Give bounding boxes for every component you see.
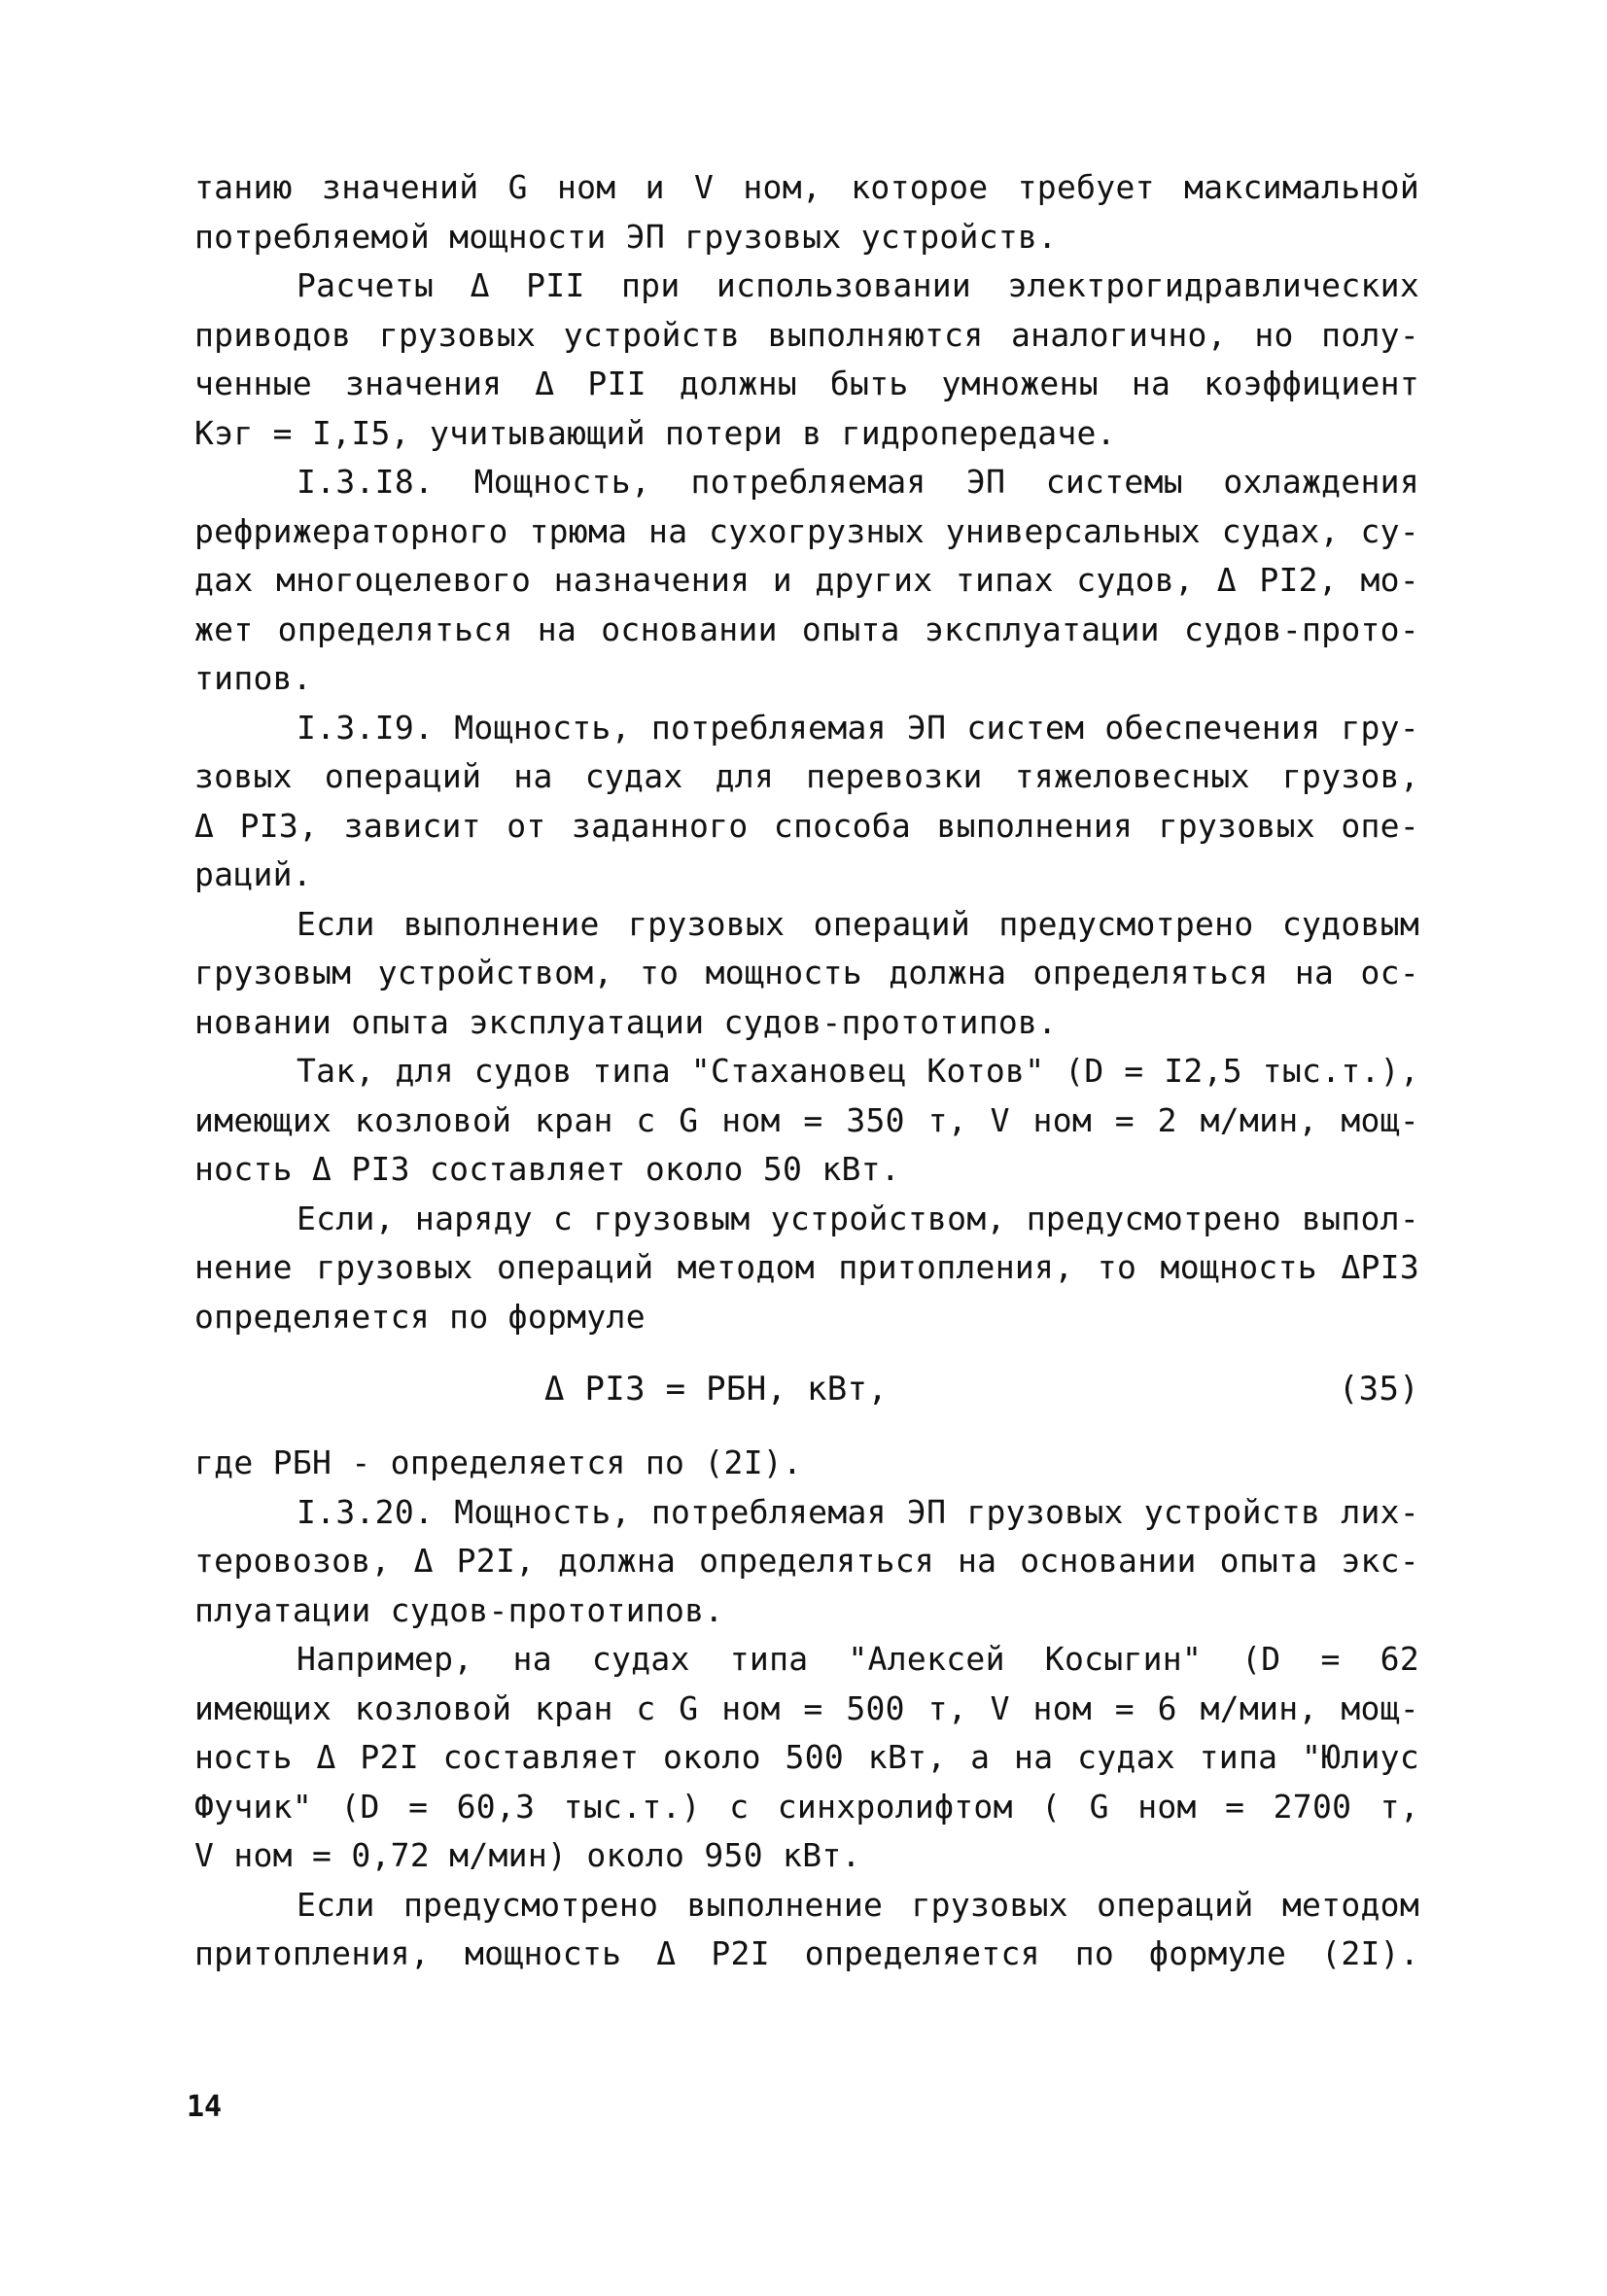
text-line: Если, наряду с грузовым устройством, предусмотрено выпол-: [297, 1199, 1419, 1237]
text-line: Так, для судов типа "Стахановец Котов" (D = I2,5 тыс.т.),: [297, 1052, 1419, 1090]
text-line: ченные значения Δ PII должны быть умножены на коэффициент: [194, 365, 1419, 402]
text-line: Δ PI3, зависит от заданного способа выполнения грузовых опе-: [194, 806, 1419, 845]
text-line: ность Δ P2I составляет около 500 кВт, а на судах типа "Юлиус: [194, 1738, 1419, 1776]
text-line: жет определяться на основании опыта эксплуатации судов-прото-: [194, 609, 1419, 648]
text-line: Например, на судах типа "Алексей Косыгин" (D = 62: [297, 1640, 1419, 1678]
text-line: Kэг = I,I5, учитывающий потери в гидропередаче.: [194, 413, 1116, 452]
text-line: V ном = 0,72 м/мин) около 950 кВт.: [194, 1836, 861, 1874]
text-line: Если предусмотрено выполнение грузовых операций методом: [297, 1885, 1419, 1924]
text-line: танию значений G ном и V ном, которое требует максимальной: [194, 168, 1419, 206]
text-line: потребляемой мощности ЭП грузовых устройств.: [194, 217, 1058, 256]
text-line: имеющих козловой кран с G ном = 350 т, V ном = 2 м/мин, мощ-: [194, 1100, 1419, 1139]
text-line: где PБН - определяется по (2I).: [194, 1444, 803, 1481]
text-line: нение грузовых операций методом притопления, то мощность ΔPI3: [194, 1248, 1419, 1286]
text-line: приводов грузовых устройств выполняются аналогично, но полу-: [194, 315, 1419, 354]
formula-block: [194, 1341, 1419, 1439]
text-line: I.3.I8. Мощность, потребляемая ЭП системы охлаждения: [297, 463, 1419, 501]
text-line: раций.: [194, 855, 313, 893]
formula-number: (35): [1338, 1370, 1419, 1409]
text-line: рефрижераторного трюма на сухогрузных универсальных судах, су-: [194, 511, 1419, 550]
text-line: определяется по формуле: [194, 1297, 646, 1336]
text-line: зовых операций на судах для перевозки тяжеловесных грузов,: [194, 757, 1419, 795]
formula-expression: Δ PI3 = PБН, кВт,: [544, 1370, 889, 1409]
text-line: имеющих козловой кран с G ном = 500 т, V ном = 6 м/мин, мощ-: [194, 1688, 1419, 1727]
text-line: Расчеты Δ PII при использовании электрогидравлических: [297, 266, 1419, 304]
text-line: Если выполнение грузовых операций предусмотрено судовым: [297, 904, 1419, 943]
text-line: I.3.20. Мощность, потребляемая ЭП грузовых устройств лих-: [297, 1492, 1419, 1531]
document-body: [194, 163, 1419, 1979]
page-number: 14: [187, 2090, 223, 2124]
text-line: теровозов, Δ P2I, должна определяться на основании опыта экс-: [194, 1542, 1419, 1580]
text-line: плуатации судов-прототипов.: [194, 1590, 724, 1629]
text-line: новании опыта эксплуатации судов-прототипов.: [194, 1002, 1058, 1041]
text-line: притопления, мощность Δ P2I определяется по формуле (2I).: [194, 1934, 1419, 1972]
text-line: дах многоцелевого назначения и других типах судов, Δ PI2, мо-: [194, 561, 1419, 599]
text-line: Фучик" (D = 60,3 тыс.т.) с синхролифтом ( G ном = 2700 т,: [194, 1787, 1419, 1826]
text-line: I.3.I9. Мощность, потребляемая ЭП систем обеспечения гру-: [297, 708, 1419, 747]
text-line: грузовым устройством, то мощность должна определяться на ос-: [194, 954, 1419, 991]
text-line: типов.: [194, 659, 313, 697]
text-line: ность Δ PI3 составляет около 50 кВт.: [194, 1150, 901, 1188]
